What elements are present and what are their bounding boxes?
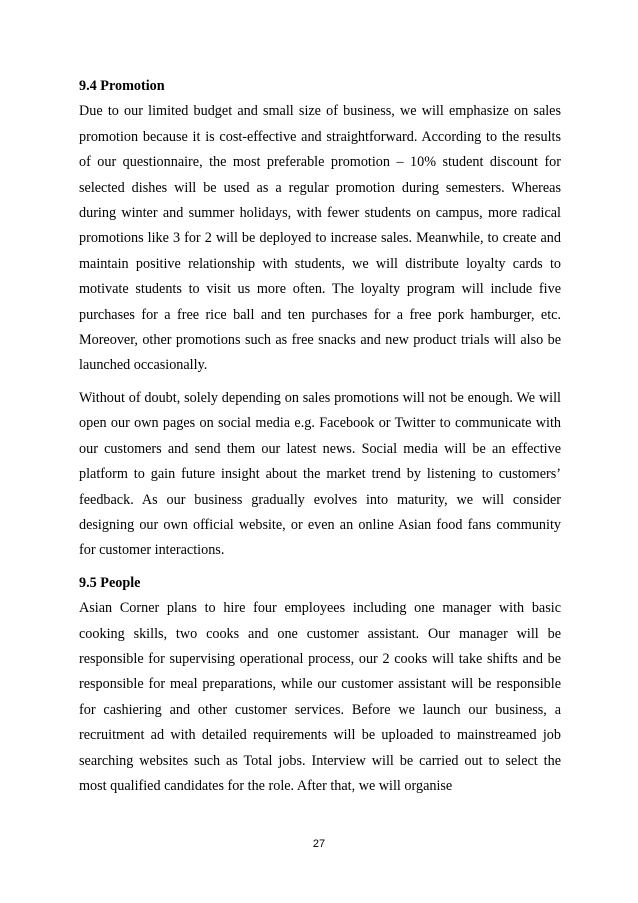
page-content — [79, 74, 561, 799]
promotion-paragraph-2: Without of doubt, solely depending on sales promotions will not be enough. We will open our own pages on social media e.g. Facebook or Twitter to communicate with our customers and send them our latest news. Social media will be an effective platform to gain future insight about the market trend by listening to customers’ feedback. As our business gradually evolves into maturity, we will consider designing our own official website, or even an online Asian food fans community for customer interactions. — [79, 389, 561, 559]
section-heading-people: 9.5 People — [79, 574, 141, 591]
people-paragraph-1: Asian Corner plans to hire four employees including one manager with basic cooking skills, two cooks and one customer assistant. Our manager will be responsible for supervising operational process, our 2 cooks will take shifts and be responsible for meal preparations, while our customer assistant will be responsible for cashiering and other customer services. Before we launch our business, a recruitment ad with detailed requirements will be uploaded to mainstreamed job searching websites such as Total jobs. Interview will be carried out to select the most qualified candidates for the role. After that, we will organise — [79, 600, 561, 794]
promotion-paragraph-1: Due to our limited budget and small size of business, we will emphasize on sales promotion because it is cost-effective and straightforward. According to the results of our questionnaire, the most preferable promotion – 10% student discount for selected dishes will be used as a regular promotion during semesters. Whereas during winter and summer holidays, with fewer students on campus, more radical promotions like 3 for 2 will be deployed to increase sales. Meanwhile, to create and maintain positive relationship with students, we will distribute loyalty cards to motivate students to visit us more often. The loyalty program will include five purchases for a free rice ball and ten purchases for a free pork hamburger, etc. Moreover, other promotions such as free snacks and new product trials will also be launched occasionally. — [79, 103, 561, 374]
page-number: 27 — [312, 838, 326, 850]
section-heading-promotion: 9.4 Promotion — [79, 78, 165, 94]
